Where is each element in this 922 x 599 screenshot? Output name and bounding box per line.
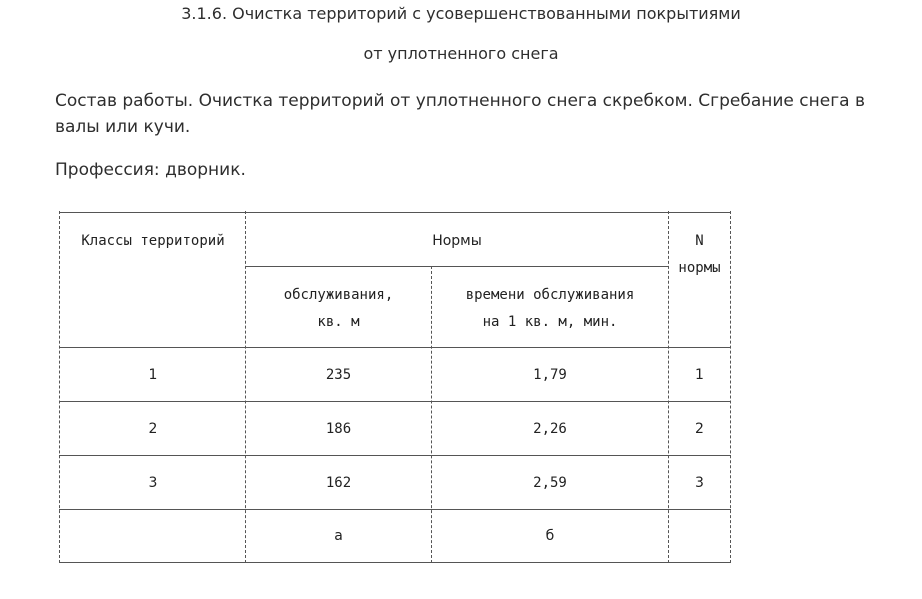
table-border-right bbox=[730, 211, 731, 563]
section-title: 3.1.6. Очистка территорий с усовершенствованными покрытиями bbox=[181, 4, 741, 23]
row3-service: 162 bbox=[325, 475, 352, 491]
section-subtitle: от уплотненного снега bbox=[363, 44, 559, 63]
header-classes: Классы территорий bbox=[81, 233, 225, 249]
table-border-left bbox=[59, 211, 60, 563]
header-subdivider bbox=[245, 266, 668, 267]
row3-class: 3 bbox=[148, 475, 158, 491]
row2-class: 2 bbox=[148, 421, 158, 437]
footer-time-marker: б bbox=[545, 528, 555, 544]
norms-table bbox=[59, 211, 731, 563]
row3-time: 2,59 bbox=[533, 475, 567, 491]
row-rule-2 bbox=[59, 455, 731, 456]
row2-norm-number: 2 bbox=[695, 421, 704, 437]
row1-time: 1,79 bbox=[533, 367, 567, 383]
profession-text: Профессия: дворник. bbox=[55, 160, 246, 180]
header-time-line2: на 1 кв. м, мин. bbox=[482, 314, 618, 330]
row2-time: 2,26 bbox=[533, 421, 567, 437]
table-border-top bbox=[59, 212, 731, 213]
row-rule-1 bbox=[59, 401, 731, 402]
row1-class: 1 bbox=[148, 367, 158, 383]
header-service-line1: обслуживания, bbox=[283, 287, 394, 303]
row-rule-3 bbox=[59, 509, 731, 510]
header-time-line1: времени обслуживания bbox=[465, 287, 635, 303]
header-norm-number-line1: N bbox=[695, 233, 704, 249]
footer-service-marker: а bbox=[334, 528, 343, 544]
row1-service: 235 bbox=[325, 367, 352, 383]
row1-norm-number: 1 bbox=[695, 367, 704, 383]
row2-service: 186 bbox=[325, 421, 352, 437]
header-norms: Нормы bbox=[432, 233, 482, 249]
row3-norm-number: 3 bbox=[695, 475, 704, 491]
header-bottom-rule bbox=[59, 347, 731, 348]
header-service-line2: кв. м bbox=[317, 314, 360, 330]
header-norm-number-line2: нормы bbox=[678, 260, 721, 276]
table-border-bottom bbox=[59, 562, 731, 563]
work-composition-text: Состав работы. Очистка территорий от уплотненного снега скребком. Сгребание снега в валы или кучи. bbox=[55, 91, 865, 137]
